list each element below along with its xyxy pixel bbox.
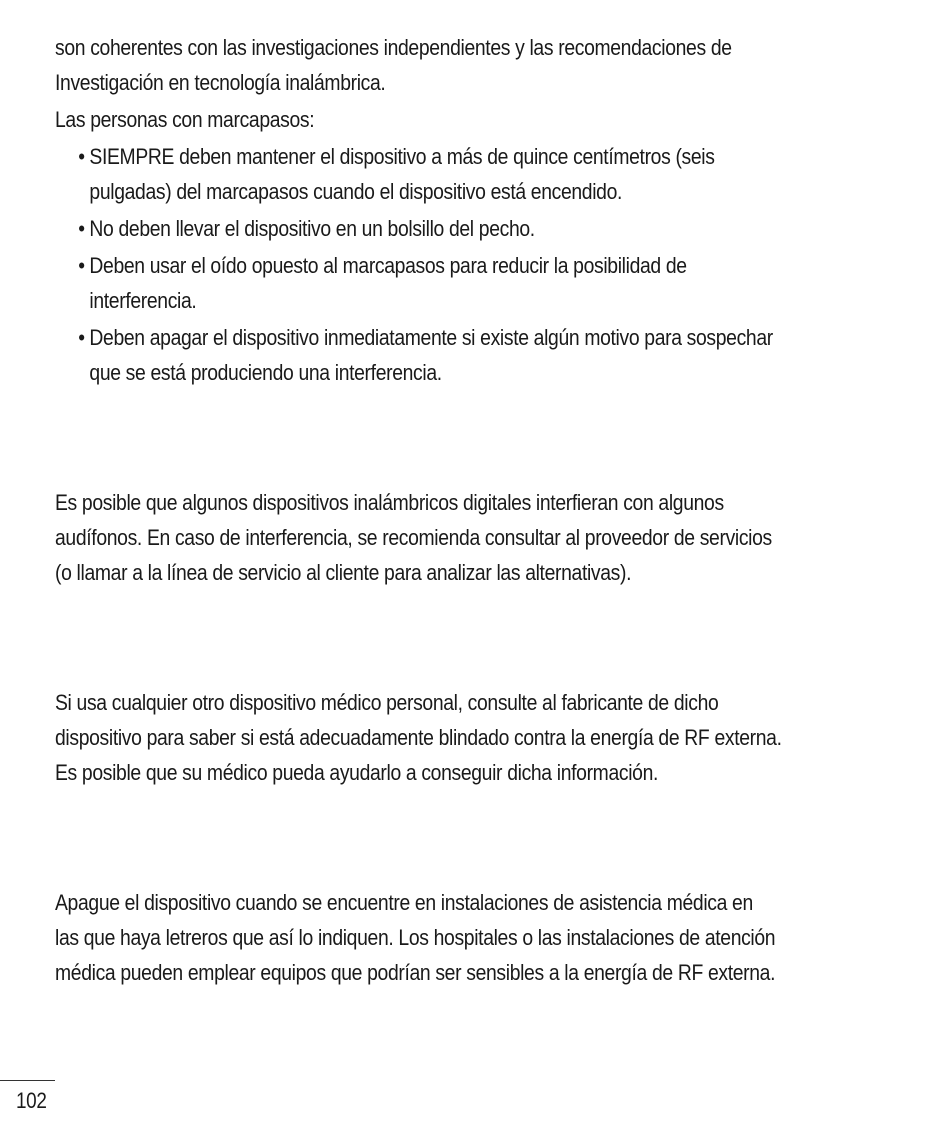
- bullet-glyph: •: [78, 216, 85, 241]
- medical-devices-paragraph: [55, 685, 905, 790]
- bullet-glyph: •: [78, 325, 85, 350]
- text-line: SIEMPRE deben mantener el dispositivo a más de quince centímetros (seis: [89, 144, 715, 169]
- text-line: Es posible que su médico pueda ayudarlo a conseguir dicha información.: [55, 760, 659, 785]
- list-item: [55, 320, 939, 390]
- text-line: las que haya letreros que así lo indiquen. Los hospitales o las instalaciones de atención: [55, 925, 776, 950]
- text-line: Deben usar el oído opuesto al marcapasos para reducir la posibilidad de: [89, 253, 687, 278]
- text-line: pulgadas) del marcapasos cuando el dispositivo está encendido.: [89, 179, 623, 204]
- section-spacer: [55, 390, 905, 485]
- text-line: son coherentes con las investigaciones independientes y las recomendaciones de: [55, 35, 732, 60]
- pacemaker-lead: Las personas con marcapasos:: [55, 107, 315, 132]
- list-item: [55, 211, 939, 246]
- text-line: Si usa cualquier otro dispositivo médico personal, consulte al fabricante de dicho: [55, 690, 719, 715]
- text-line: interferencia.: [89, 288, 197, 313]
- footer-rule: [0, 1080, 55, 1081]
- bullet-glyph: •: [78, 253, 85, 278]
- section-spacer: [55, 790, 905, 885]
- hearing-aids-paragraph: [55, 485, 905, 590]
- pacemaker-section: [55, 30, 905, 390]
- page-number: 102: [16, 1088, 47, 1113]
- section-spacer: [55, 590, 905, 685]
- list-item: [55, 248, 939, 318]
- list-item: [55, 139, 939, 209]
- pacemaker-bullet-list: [55, 139, 905, 390]
- text-line: Investigación en tecnología inalámbrica.: [55, 70, 386, 95]
- text-line: Es posible que algunos dispositivos inalámbricos digitales interfieran con algunos: [55, 490, 724, 515]
- text-line: (o llamar a la línea de servicio al cliente para analizar las alternativas).: [55, 560, 632, 585]
- health-facilities-paragraph: [55, 885, 905, 990]
- text-line: Deben apagar el dispositivo inmediatamente si existe algún motivo para sospechar: [89, 325, 773, 350]
- text-line: audífonos. En caso de interferencia, se recomienda consultar al proveedor de servicios: [55, 525, 772, 550]
- document-page: [55, 30, 905, 990]
- bullet-glyph: •: [78, 144, 85, 169]
- text-line: médica pueden emplear equipos que podrían ser sensibles a la energía de RF externa.: [55, 960, 776, 985]
- text-line: Apague el dispositivo cuando se encuentre en instalaciones de asistencia médica en: [55, 890, 753, 915]
- text-line: dispositivo para saber si está adecuadamente blindado contra la energía de RF externa.: [55, 725, 782, 750]
- text-line: que se está produciendo una interferencia.: [89, 360, 442, 385]
- text-line: No deben llevar el dispositivo en un bolsillo del pecho.: [89, 216, 535, 241]
- intro-paragraph: [55, 30, 905, 100]
